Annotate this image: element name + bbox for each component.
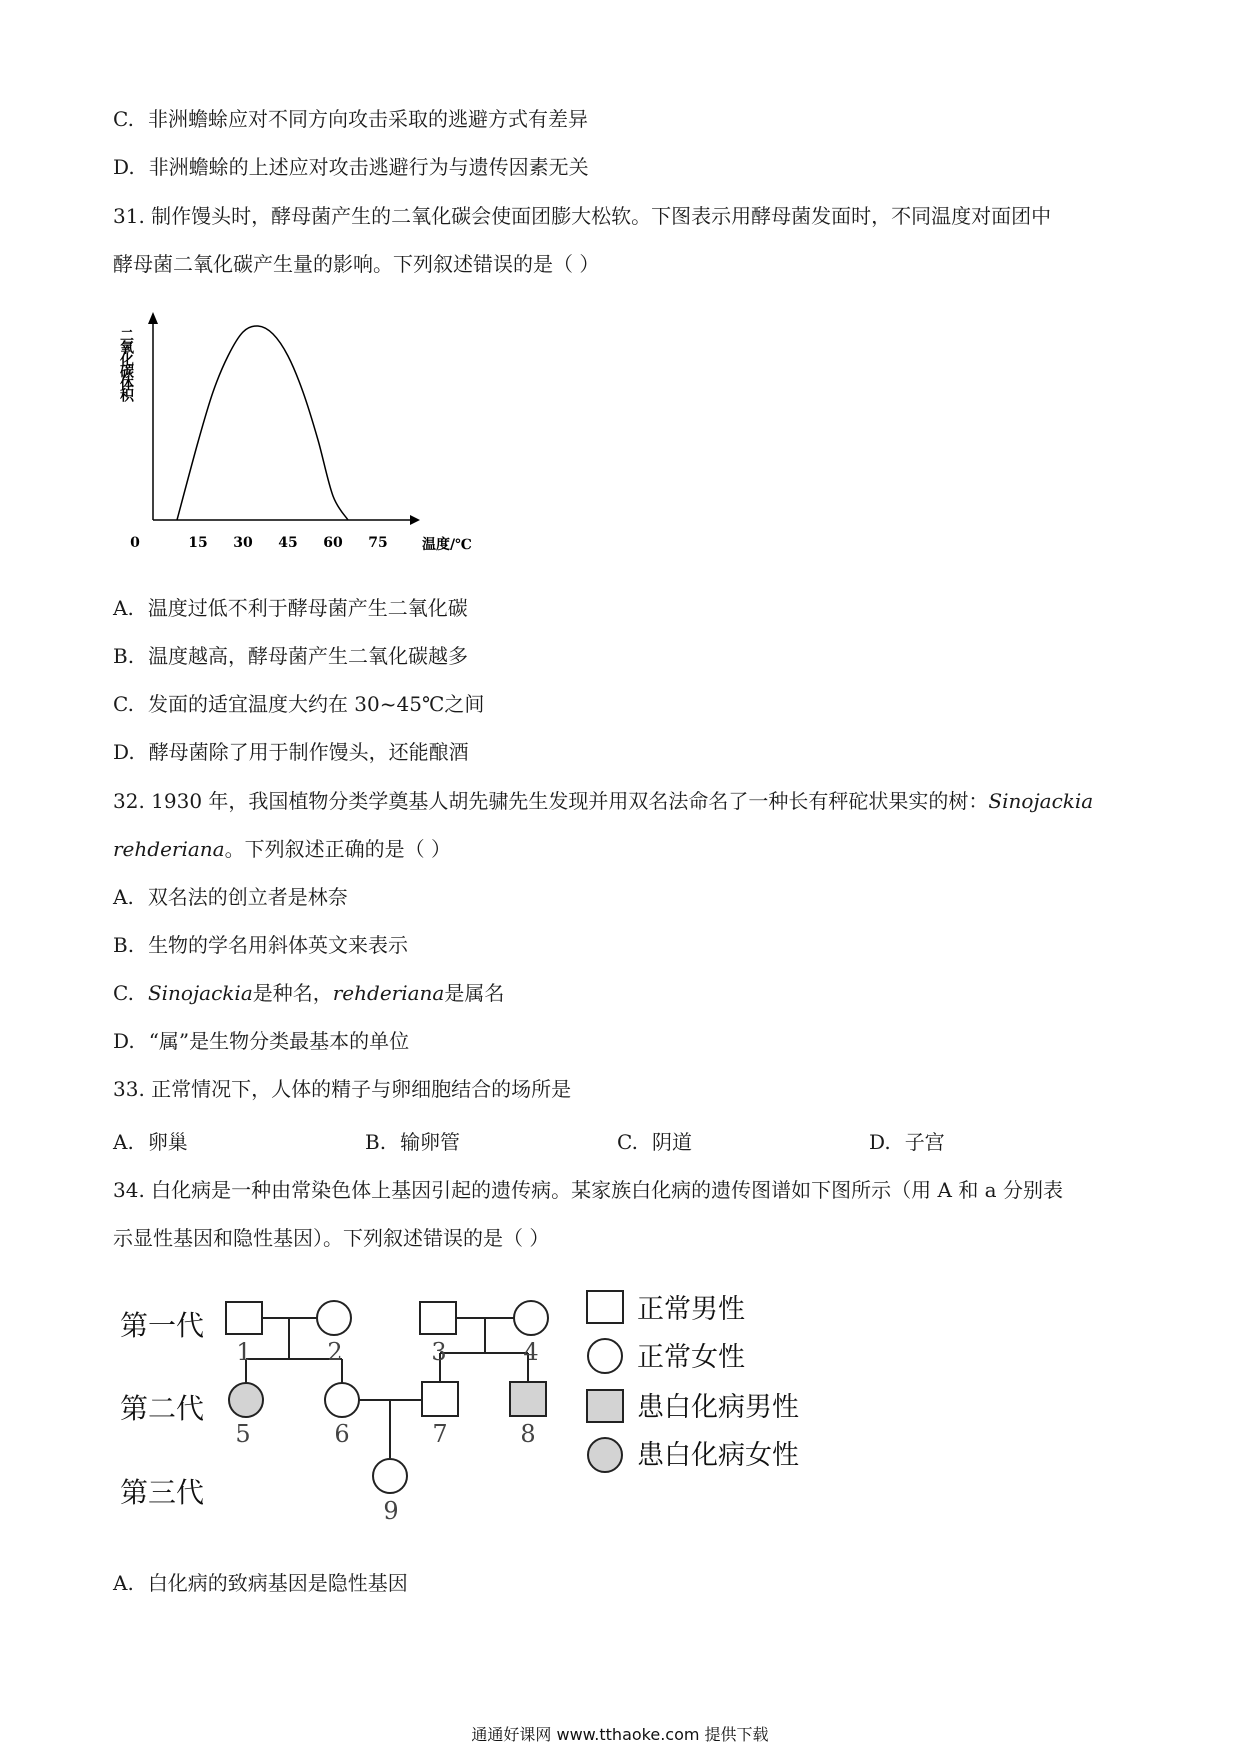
q31-stem-line2: 酵母菌二氧化碳产生量的影响。下列叙述错误的是（ ） xyxy=(113,252,600,276)
individual-number: 1 xyxy=(236,1338,252,1366)
option-label: A. xyxy=(113,596,134,620)
q34-stem-line1: 34. 白化病是一种由常染色体上基因引起的遗传病。某家族白化病的遗传图谱如下图所示（用 A 和 a 分别表 xyxy=(113,1178,1063,1202)
generation-3-label: 第三代 xyxy=(120,1476,205,1509)
individual-3-normal-male xyxy=(420,1302,456,1334)
legend-affected-male-icon xyxy=(587,1390,623,1422)
q34-stem-line2: 示显性基因和隐性基因）。下列叙述错误的是（ ） xyxy=(113,1226,550,1250)
q32-stem-line1 xyxy=(113,786,1093,816)
option-label: C. xyxy=(113,981,134,1005)
individual-7-normal-male xyxy=(422,1382,458,1416)
option-text: 双名法的创立者是林奈 xyxy=(147,885,348,909)
q32-stem-tail: 。下列叙述正确的是（ ） xyxy=(224,837,451,861)
q32-option-b xyxy=(113,930,408,960)
individual-number: 5 xyxy=(235,1420,251,1448)
option-label: C. xyxy=(113,692,134,716)
individual-number: 3 xyxy=(431,1338,447,1366)
option-text: 生物的学名用斜体英文来表示 xyxy=(148,933,409,957)
y-axis-label: 二氧化碳体积 xyxy=(118,328,134,400)
q32-option-d xyxy=(113,1026,409,1056)
option-text: 白化病的致病基因是隐性基因 xyxy=(147,1571,408,1595)
x-tick-label: 0 xyxy=(130,535,140,551)
option-label: C. xyxy=(113,107,134,131)
q32-stem-line2 xyxy=(113,834,451,864)
x-tick-labels xyxy=(130,535,388,551)
individual-number: 6 xyxy=(334,1420,350,1448)
q31-option-a xyxy=(113,593,468,623)
option-label: B. xyxy=(113,933,135,957)
option-text: 酵母菌除了用于制作馒头，还能酿酒 xyxy=(148,740,469,764)
x-tick-label: 15 xyxy=(188,535,208,551)
option-text: 输卵管 xyxy=(400,1130,461,1154)
option-label: A. xyxy=(113,1571,134,1595)
legend-affected-female-label: 患白化病女性 xyxy=(637,1440,799,1471)
option-label: A. xyxy=(113,885,134,909)
option-text: 非洲蟾蜍应对不同方向攻击采取的逃避方式有差异 xyxy=(147,107,588,131)
option-label: A. xyxy=(113,1130,134,1154)
individual-number: 2 xyxy=(327,1338,343,1366)
legend-normal-female-label: 正常女性 xyxy=(637,1342,745,1373)
option-text: 子宫 xyxy=(904,1130,945,1154)
individual-2-normal-female xyxy=(317,1301,351,1335)
individual-5-affected-female xyxy=(229,1383,263,1417)
legend-normal-female-icon xyxy=(588,1339,622,1373)
q33-option-d xyxy=(869,1126,945,1155)
option-text: 温度过低不利于酵母菌产生二氧化碳 xyxy=(147,596,468,620)
q30-option-d xyxy=(113,152,589,182)
q34-option-a xyxy=(113,1568,408,1598)
q31-option-d xyxy=(113,737,469,767)
option-label: B. xyxy=(365,1130,387,1154)
x-axis-label: 温度/℃ xyxy=(422,537,472,553)
co2-temperature-chart xyxy=(110,300,500,575)
species-epithet: rehderiana xyxy=(113,837,225,861)
q32-option-a xyxy=(113,882,348,912)
option-text-mid: 是种名， xyxy=(252,981,333,1005)
option-text: 发面的适宜温度大约在 30~45℃之间 xyxy=(147,692,485,716)
x-tick-label: 60 xyxy=(323,535,343,551)
option-text-tail: 是属名 xyxy=(444,981,505,1005)
individual-1-normal-male xyxy=(226,1302,262,1334)
x-tick-label: 30 xyxy=(233,535,253,551)
q32-stem-text: 32. 1930 年，我国植物分类学奠基人胡先骕先生发现并用双名法命名了一种长有秤砣状果实的树： xyxy=(113,789,989,813)
individual-8-affected-male xyxy=(510,1382,546,1416)
legend-affected-male-label: 患白化病男性 xyxy=(637,1392,799,1423)
generation-2-label: 第二代 xyxy=(120,1392,205,1425)
y-axis-arrow xyxy=(148,312,158,324)
pedigree-svg xyxy=(110,1280,850,1550)
chart-svg xyxy=(110,300,500,575)
x-tick-label: 45 xyxy=(278,535,298,551)
option-italic-1: Sinojackia xyxy=(147,981,253,1005)
individual-4-normal-female xyxy=(514,1301,548,1335)
genus-name: Sinojackia xyxy=(988,789,1094,813)
option-text: 阴道 xyxy=(651,1130,692,1154)
q31-option-c xyxy=(113,689,484,719)
individual-number: 9 xyxy=(383,1497,399,1525)
x-axis-arrow xyxy=(410,515,420,525)
option-label: D. xyxy=(113,740,135,764)
q33-options xyxy=(113,1126,1013,1156)
co2-curve xyxy=(177,326,348,520)
legend-normal-male-icon xyxy=(587,1291,623,1323)
albinism-pedigree xyxy=(110,1280,850,1550)
option-label: D. xyxy=(113,1029,135,1053)
q30-option-c xyxy=(113,104,588,134)
individual-number: 7 xyxy=(432,1420,448,1448)
legend-normal-male-label: 正常男性 xyxy=(637,1294,745,1325)
q33-stem: 33. 正常情况下，人体的精子与卵细胞结合的场所是 xyxy=(113,1077,572,1101)
individual-6-normal-female xyxy=(325,1383,359,1417)
q31-stem-line1: 31. 制作馒头时，酵母菌产生的二氧化碳会使面团膨大松软。下图表示用酵母菌发面时，不同温度对面团中 xyxy=(113,204,1052,228)
q33-option-a xyxy=(113,1126,188,1155)
generation-1-label: 第一代 xyxy=(120,1309,205,1342)
option-italic-2: rehderiana xyxy=(332,981,445,1005)
individual-9-normal-female xyxy=(373,1459,407,1493)
legend-affected-female-icon xyxy=(588,1438,622,1472)
option-label: D. xyxy=(113,155,135,179)
page-footer: 通通好课网 www.tthaoke.com 提供下载 xyxy=(471,1725,769,1744)
option-text: 卵巢 xyxy=(147,1130,188,1154)
option-text: “属”是生物分类最基本的单位 xyxy=(148,1029,410,1053)
option-text: 温度越高，酵母菌产生二氧化碳越多 xyxy=(148,644,469,668)
option-label: D. xyxy=(869,1130,891,1154)
q32-option-c xyxy=(113,978,504,1008)
individual-number: 4 xyxy=(523,1338,539,1366)
option-text: 非洲蟾蜍的上述应对攻击逃避行为与遗传因素无关 xyxy=(148,155,589,179)
x-tick-label: 75 xyxy=(368,535,388,551)
option-label: C. xyxy=(617,1130,638,1154)
q33-option-c xyxy=(617,1126,692,1155)
option-label: B. xyxy=(113,644,135,668)
q31-option-b xyxy=(113,641,468,671)
individual-number: 8 xyxy=(520,1420,536,1448)
q33-option-b xyxy=(365,1126,460,1155)
